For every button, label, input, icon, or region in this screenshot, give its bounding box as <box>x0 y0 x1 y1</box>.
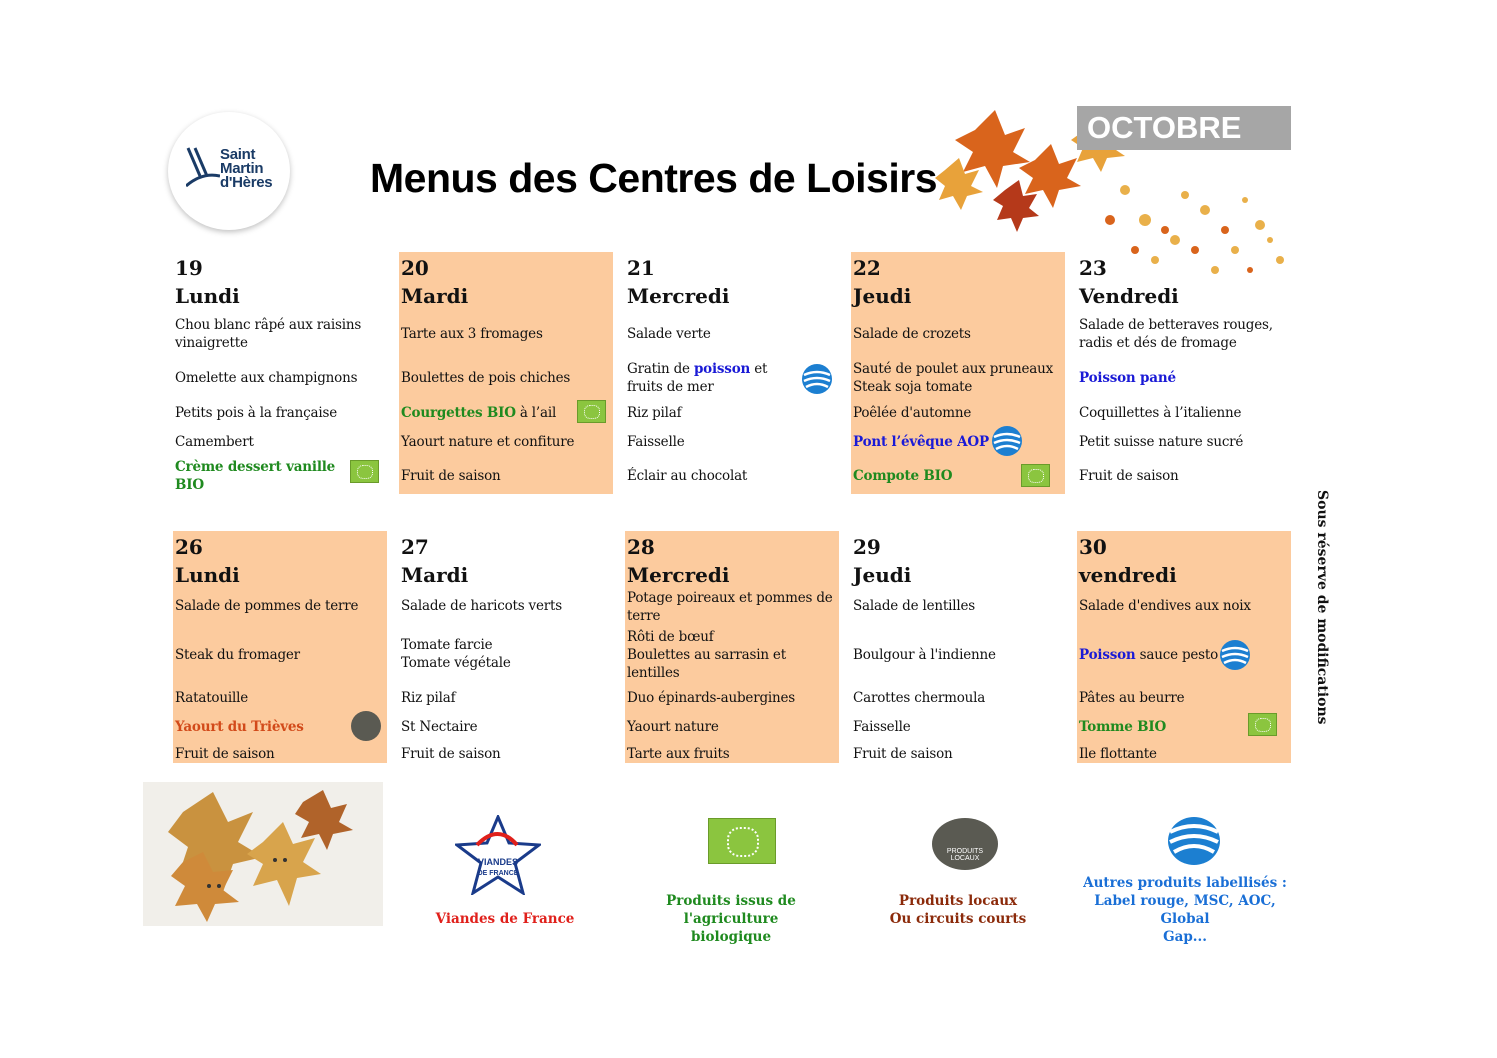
item-suffix: à l’ail <box>515 405 557 421</box>
day-number: 30 <box>1079 535 1107 559</box>
menu-item: Poêlée d'automne <box>853 405 972 421</box>
menu-item: Compote BIO <box>853 468 953 484</box>
day-number: 22 <box>853 256 881 280</box>
day-name: Mardi <box>401 284 469 308</box>
menu-item: Coquillettes à l’italienne <box>1079 405 1242 421</box>
day-number: 20 <box>401 256 429 280</box>
item-suffix: et <box>750 361 768 377</box>
day-card-28 <box>625 531 839 763</box>
fish-text: Poisson <box>1079 647 1136 663</box>
menu-item: radis et dés de fromage <box>1079 335 1237 351</box>
bio-logo-icon <box>708 818 776 864</box>
menu-item: Tomme BIO <box>1079 719 1167 735</box>
menu-item: Salade de lentilles <box>853 598 976 614</box>
logo <box>168 112 290 230</box>
menu-item: Potage poireaux et pommes de <box>627 590 833 606</box>
menu-item: Tomate farcie <box>401 637 493 653</box>
autumn-leaves-photo <box>143 782 383 926</box>
menu-item: Fruit de saison <box>853 746 953 762</box>
local-badge-text: PRODUITS LOCAUX <box>946 848 984 862</box>
legend-other-line1: Autres produits labellisés : <box>1083 875 1287 891</box>
day-card-19 <box>173 252 387 494</box>
menu-item: terre <box>627 608 661 624</box>
item-prefix: Gratin de <box>627 361 694 377</box>
menu-item: BIO <box>175 477 204 493</box>
day-card-23 <box>1077 252 1291 494</box>
legend-local-line1: Produits locaux <box>898 893 1018 909</box>
page-title: Menus des Centres de Loisirs <box>370 155 938 201</box>
legend-other-line2: Label rouge, MSC, AOC, Global <box>1094 893 1276 927</box>
day-number: 23 <box>1079 256 1107 280</box>
logo-line1: Saint <box>220 146 256 163</box>
side-note <box>1304 490 1334 725</box>
label-globe-icon <box>801 363 833 395</box>
legend-other <box>1070 874 1300 946</box>
day-name: Lundi <box>175 284 240 308</box>
menu-item: Fruit de saison <box>401 746 501 762</box>
menu-item: Petits pois à la française <box>175 405 337 421</box>
menu-item: Carottes chermoula <box>853 690 986 706</box>
bio-label-icon <box>1021 464 1050 487</box>
menu-item: Salade d'endives aux noix <box>1079 598 1251 614</box>
menu-item: St Nectaire <box>401 719 478 735</box>
day-number: 29 <box>853 535 881 559</box>
day-card-20 <box>399 252 613 494</box>
day-number: 19 <box>175 256 203 280</box>
menu-item: Rôti de bœuf <box>627 629 714 645</box>
menu-item: Crème dessert vanille <box>175 459 336 475</box>
menu-item: Salade de haricots verts <box>401 598 562 614</box>
menu-item: Fruit de saison <box>175 746 275 762</box>
legend-bio-line2: biologique <box>690 929 772 945</box>
day-name: Jeudi <box>853 284 912 308</box>
menu-item: Steak soja tomate <box>853 379 973 395</box>
menu-item: Yaourt nature et confiture <box>401 434 575 450</box>
day-number: 28 <box>627 535 655 559</box>
day-number: 26 <box>175 535 203 559</box>
label-globe-icon <box>1219 639 1251 671</box>
menu-item: Pâtes au beurre <box>1079 690 1185 706</box>
label-globe-icon <box>991 425 1023 457</box>
menu-item: Duo épinards-aubergines <box>627 690 796 706</box>
menu-item: Salade de crozets <box>853 326 971 342</box>
menu-item: Tarte aux 3 fromages <box>401 326 543 342</box>
legend-vdf: Viandes de France <box>435 911 575 927</box>
menu-item: Yaourt du Trièves <box>175 719 304 735</box>
menu-item: Fruit de saison <box>1079 468 1179 484</box>
day-card-22 <box>851 252 1065 494</box>
vdf-badge-line1: VIANDES <box>477 857 519 867</box>
fish-text: poisson <box>693 361 751 377</box>
day-number: 21 <box>627 256 655 280</box>
day-name: Vendredi <box>1079 284 1179 308</box>
menu-item <box>627 360 767 378</box>
menu-item: Salade de betteraves rouges, <box>1079 317 1273 333</box>
menu-item: Riz pilaf <box>627 405 682 421</box>
menu-item: vinaigrette <box>175 335 248 351</box>
bio-label-icon <box>350 460 379 483</box>
item-suffix: sauce pesto <box>1135 647 1219 663</box>
menu-item: Camembert <box>175 434 254 450</box>
menu-item <box>1079 646 1218 664</box>
menu-item <box>401 404 556 422</box>
label-globe-icon <box>1166 816 1222 866</box>
day-name: Jeudi <box>853 563 912 587</box>
day-name: Mercredi <box>627 563 730 587</box>
day-name: Mercredi <box>627 284 730 308</box>
local-product-icon <box>351 711 381 741</box>
menu-item: Petit suisse nature sucré <box>1079 434 1244 450</box>
day-number: 27 <box>401 535 429 559</box>
legend-local-line2: Ou circuits courts <box>889 911 1027 927</box>
bio-text: Courgettes BIO <box>401 405 516 421</box>
menu-item: Boulgour à l'indienne <box>853 647 996 663</box>
menu-item: Omelette aux champignons <box>175 370 358 386</box>
logo-line3: d'Hères <box>220 174 273 191</box>
menu-item: Ile flottante <box>1079 746 1157 762</box>
menu-item: Poisson pané <box>1079 370 1176 386</box>
menu-item: lentilles <box>627 665 680 681</box>
legend-bio <box>618 892 844 946</box>
menu-item: Pont l’évêque AOP <box>853 434 989 450</box>
month-badge: OCTOBRE <box>1077 106 1291 150</box>
menu-item: Ratatouille <box>175 690 248 706</box>
menu-item: Steak du fromager <box>175 647 300 663</box>
bio-label-icon <box>1248 713 1277 736</box>
leaves-photo-icon <box>143 782 383 926</box>
day-name: vendredi <box>1079 563 1177 587</box>
side-note-text: Sous réserve de modifications <box>1314 490 1330 725</box>
menu-item: Boulettes de pois chiches <box>401 370 571 386</box>
legend-local <box>880 892 1036 928</box>
day-card-26 <box>173 531 387 763</box>
day-name: Mardi <box>401 563 469 587</box>
day-card-21 <box>625 252 839 494</box>
logo-line2: Martin <box>220 160 264 177</box>
menu-item: fruits de mer <box>627 379 714 395</box>
day-card-27 <box>399 531 613 763</box>
menu-item: Salade de pommes de terre <box>175 598 359 614</box>
bio-label-icon <box>577 400 606 423</box>
day-card-30 <box>1077 531 1291 763</box>
menu-item: Boulettes au sarrasin et <box>627 647 786 663</box>
local-products-icon <box>932 818 998 870</box>
logo-mark-icon <box>186 146 220 188</box>
menu-item: Tomate végétale <box>401 655 511 671</box>
menu-item: Fruit de saison <box>401 468 501 484</box>
menu-item: Chou blanc râpé aux raisins <box>175 317 362 333</box>
menu-item: Tarte aux fruits <box>627 746 730 762</box>
menu-item: Salade verte <box>627 326 711 342</box>
menu-item: Sauté de poulet aux pruneaux <box>853 361 1053 377</box>
day-name: Lundi <box>175 563 240 587</box>
legend-other-line3: Gap... <box>1163 929 1207 945</box>
legend-bio-line1: Produits issus de l'agriculture <box>666 893 796 927</box>
menu-item: Faisselle <box>853 719 911 735</box>
vdf-badge-line2: DE FRANCE <box>477 870 519 877</box>
day-card-29 <box>851 531 1065 763</box>
viandes-de-france-icon <box>455 815 541 895</box>
menu-item: Riz pilaf <box>401 690 456 706</box>
menu-item: Faisselle <box>627 434 685 450</box>
menu-item: Éclair au chocolat <box>627 468 748 484</box>
menu-item: Yaourt nature <box>627 719 719 735</box>
